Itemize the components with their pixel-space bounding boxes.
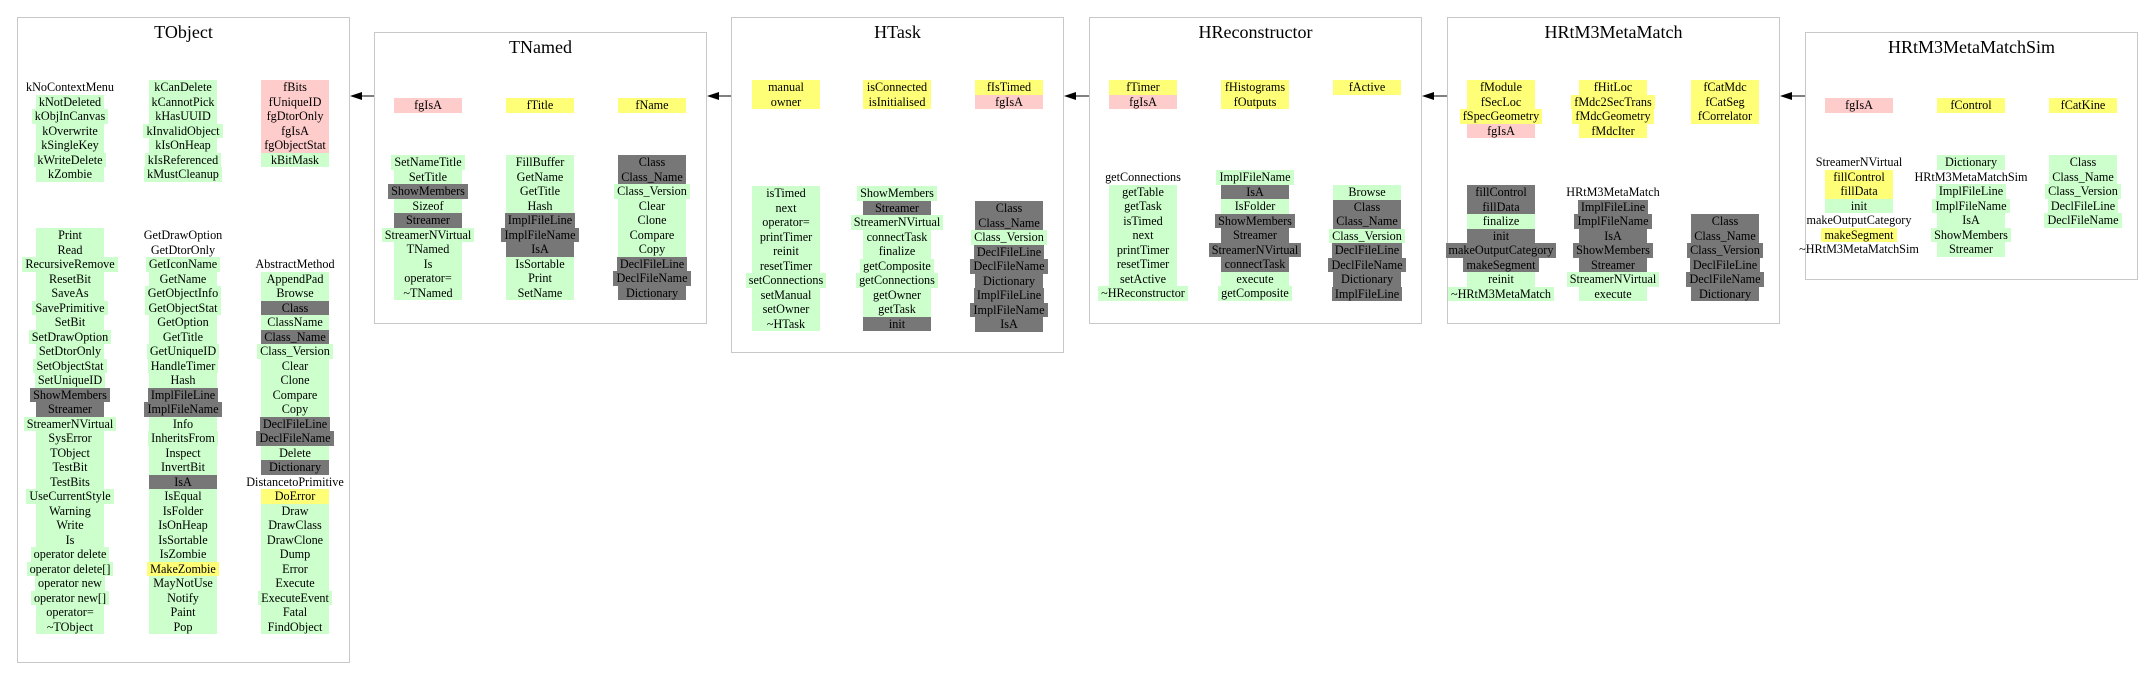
- class-member: DeclFileName: [256, 431, 333, 446]
- class-member: Pop: [149, 620, 217, 635]
- class-member: InvertBit: [149, 460, 217, 475]
- class-member: IsA: [506, 242, 574, 257]
- class-member: fgIsA: [975, 95, 1043, 110]
- class-member: Streamer: [394, 213, 462, 228]
- class-title: HReconstructor: [1198, 22, 1313, 42]
- class-member: IsSortable: [149, 533, 217, 548]
- class-member: StreamerNVirtual: [1815, 155, 1903, 169]
- class-member: getTable: [1109, 185, 1177, 200]
- class-member: Class: [618, 155, 686, 170]
- class-member: UseCurrentStyle: [26, 489, 113, 504]
- class-member: ImplFileName: [1932, 199, 2009, 214]
- class-member: HRtM3MetaMatch: [1566, 185, 1660, 199]
- class-member: ExecuteEvent: [258, 591, 332, 606]
- class-member: DeclFileName: [2044, 213, 2121, 228]
- class-member: kNoContextMenu: [25, 80, 114, 94]
- class-member: DeclFileLine: [1332, 243, 1402, 258]
- class-member: HRtM3MetaMatchSim: [1914, 169, 2028, 184]
- class-member: SetDtorOnly: [36, 344, 104, 359]
- class-member: MayNotUse: [149, 576, 217, 591]
- class-member: init: [1825, 199, 1893, 214]
- class-member: Clear: [618, 199, 686, 214]
- class-member: FindObject: [261, 620, 329, 635]
- class-member: next: [752, 201, 820, 216]
- class-member: setOwner: [752, 302, 820, 317]
- class-member: DrawClone: [261, 533, 329, 548]
- class-member: ImplFileLine: [505, 213, 575, 228]
- class-member: Write: [36, 518, 104, 533]
- class-member: operator=: [394, 271, 462, 286]
- class-member: TObject: [36, 446, 104, 461]
- class-member: Class_Name: [1333, 214, 1401, 229]
- class-member: operator delete[]: [27, 562, 114, 577]
- class-member: DeclFileName: [1328, 258, 1405, 273]
- class-member: Compare: [261, 388, 329, 403]
- class-member: setActive: [1109, 272, 1177, 287]
- class-member: fBits: [261, 80, 329, 95]
- class-member: isInitialised: [863, 95, 931, 110]
- class-member: SetName: [506, 286, 574, 301]
- class-title: HRtM3MetaMatchSim: [1888, 37, 2055, 57]
- class-member: fMdc2SecTrans: [1571, 95, 1654, 110]
- class-member: ShowMembers: [388, 184, 468, 199]
- class-member: Info: [149, 417, 217, 432]
- class-member: kMustCleanup: [144, 167, 222, 182]
- class-member: kCanDelete: [149, 80, 217, 95]
- class-member: Class_Version: [1687, 243, 1763, 258]
- class-member: StreamerNVirtual: [851, 215, 944, 230]
- class-member: printTimer: [752, 230, 820, 245]
- class-member: Copy: [618, 242, 686, 257]
- class-member: fillData: [1825, 184, 1893, 199]
- class-member: fgIsA: [1467, 124, 1535, 139]
- class-member: GetName: [506, 170, 574, 185]
- class-member: DeclFileName: [1686, 272, 1763, 287]
- class-member: GetObjectStat: [145, 301, 220, 316]
- class-member: IsZombie: [149, 547, 217, 562]
- class-member: Dictionary: [1691, 287, 1759, 302]
- class-member: kCannotPick: [149, 95, 218, 110]
- class-member: ImplFileName: [970, 303, 1047, 318]
- class-member: finalize: [1467, 214, 1535, 229]
- class-member: RecursiveRemove: [22, 257, 117, 272]
- class-member: Is: [394, 257, 462, 272]
- class-member: Clone: [618, 213, 686, 228]
- class-member: getComposite: [860, 259, 934, 274]
- class-member: DeclFileName: [970, 259, 1047, 274]
- class-member: manual: [752, 80, 820, 95]
- class-member: Class: [1691, 214, 1759, 229]
- class-member: GetTitle: [149, 330, 217, 345]
- class-member: IsFolder: [1221, 199, 1289, 214]
- class-member: setConnections: [746, 273, 826, 288]
- class-member: fHitLoc: [1579, 80, 1647, 95]
- class-member: SetUniqueID: [35, 373, 105, 388]
- class-member: GetOption: [149, 315, 217, 330]
- class-member: Class_Name: [618, 170, 686, 185]
- class-member: ShowMembers: [1931, 228, 2011, 243]
- class-member: fTimer: [1109, 80, 1177, 95]
- class-member: Execute: [261, 576, 329, 591]
- class-member: GetUniqueID: [147, 344, 219, 359]
- class-member: Is: [36, 533, 104, 548]
- class-member: fActive: [1333, 80, 1401, 95]
- class-member: Read: [36, 243, 104, 258]
- class-member: Browse: [1333, 185, 1401, 200]
- class-member: Class: [261, 301, 329, 316]
- class-member: ImplFileName: [1574, 214, 1651, 229]
- class-member: StreamerNVirtual: [24, 417, 117, 432]
- class-member: AbstractMethod: [255, 257, 335, 271]
- class-member: fName: [618, 98, 686, 113]
- class-member: reinit: [752, 244, 820, 259]
- class-member: isTimed: [1109, 214, 1177, 229]
- class-member: Class_Name: [975, 216, 1043, 231]
- class-member: fSpecGeometry: [1460, 109, 1542, 124]
- class-member: GetTitle: [506, 184, 574, 199]
- class-member: Class_Version: [1329, 229, 1405, 244]
- class-member: ~HReconstructor: [1098, 286, 1188, 301]
- class-member: Dictionary: [261, 460, 329, 475]
- class-member: fIsTimed: [975, 80, 1043, 95]
- member-column: [215, 80, 375, 167]
- class-member: DoError: [261, 489, 329, 504]
- class-member: ~TObject: [36, 620, 104, 635]
- class-member: connectTask: [1221, 257, 1289, 272]
- class-member: fgIsA: [261, 124, 329, 139]
- class-member: ClassName: [261, 315, 329, 330]
- class-member: ResetBit: [36, 272, 104, 287]
- class-member: fgIsA: [1109, 95, 1177, 110]
- class-member: Dictionary: [618, 286, 686, 301]
- class-member: getComposite: [1218, 286, 1292, 301]
- class-member: Inspect: [149, 446, 217, 461]
- class-member: fMdcIter: [1579, 124, 1647, 139]
- class-member: isTimed: [752, 186, 820, 201]
- class-member: TNamed: [394, 242, 462, 257]
- class-member: fCatMdc: [1691, 80, 1759, 95]
- class-member: ShowMembers: [30, 388, 110, 403]
- class-member: Delete: [261, 446, 329, 461]
- class-member: Hash: [506, 199, 574, 214]
- class-member: operator new: [35, 576, 105, 591]
- class-member: fUniqueID: [261, 95, 329, 110]
- class-member: SetDrawOption: [29, 330, 112, 345]
- class-title: TNamed: [509, 37, 572, 57]
- class-member: fSecLoc: [1467, 95, 1535, 110]
- class-member: Clone: [261, 373, 329, 388]
- member-column: [2003, 98, 2152, 113]
- class-member: StreamerNVirtual: [382, 228, 475, 243]
- class-member: fgIsA: [394, 98, 462, 113]
- class-member: getConnections: [1105, 170, 1181, 184]
- class-member: Dictionary: [1333, 272, 1401, 287]
- class-member: DeclFileLine: [260, 417, 330, 432]
- class-member: Class_Version: [2045, 184, 2121, 199]
- class-member: getOwner: [863, 288, 931, 303]
- class-member: Dump: [261, 547, 329, 562]
- class-member: makeOutputCategory: [1806, 213, 1912, 227]
- class-member: fillControl: [1825, 170, 1893, 185]
- class-member: IsA: [1937, 213, 2005, 228]
- class-member: Print: [36, 228, 104, 243]
- class-member: TestBit: [36, 460, 104, 475]
- class-member: init: [863, 317, 931, 332]
- class-member: GetName: [149, 272, 217, 287]
- class-member: IsSortable: [506, 257, 574, 272]
- class-member: ImplFileLine: [974, 288, 1044, 303]
- class-member: operator new[]: [31, 591, 109, 606]
- member-column: [2003, 155, 2152, 228]
- class-member: ImplFileLine: [148, 388, 218, 403]
- class-member: Streamer: [863, 201, 931, 216]
- class-member: Dictionary: [1937, 155, 2005, 170]
- class-member: ShowMembers: [857, 186, 937, 201]
- class-member: Paint: [149, 605, 217, 620]
- class-member: ImplFileName: [501, 228, 578, 243]
- class-member: next: [1109, 228, 1177, 243]
- class-member: ImplFileLine: [1936, 184, 2006, 199]
- class-member: Notify: [149, 591, 217, 606]
- class-member: kSingleKey: [36, 138, 104, 153]
- class-member: printTimer: [1109, 243, 1177, 258]
- class-member: Browse: [261, 286, 329, 301]
- class-member: isConnected: [863, 80, 931, 95]
- class-member: Class: [1333, 200, 1401, 215]
- class-title: HRtM3MetaMatch: [1544, 22, 1683, 42]
- class-member: fillControl: [1467, 185, 1535, 200]
- class-member: owner: [752, 95, 820, 110]
- class-member: Fatal: [261, 605, 329, 620]
- member-column: [215, 257, 375, 634]
- class-member: DeclFileLine: [617, 257, 687, 272]
- class-member: SetObjectStat: [33, 359, 106, 374]
- class-member: fillData: [1467, 200, 1535, 215]
- class-member: fgDtorOnly: [261, 109, 329, 124]
- class-member: IsA: [1221, 185, 1289, 200]
- class-member: kWriteDelete: [34, 153, 105, 168]
- class-member: reinit: [1467, 272, 1535, 287]
- class-member: Class_Version: [257, 344, 333, 359]
- class-member: Streamer: [1579, 258, 1647, 273]
- class-member: Hash: [149, 373, 217, 388]
- class-member: Streamer: [1937, 242, 2005, 257]
- class-member: IsOnHeap: [149, 518, 217, 533]
- class-member: Clear: [261, 359, 329, 374]
- class-member: Dictionary: [975, 274, 1043, 289]
- class-member: ImplFileLine: [1332, 287, 1402, 302]
- class-member: ImplFileName: [1216, 170, 1293, 185]
- class-member: getTask: [1109, 199, 1177, 214]
- class-member: makeSegment: [1821, 228, 1896, 243]
- class-member: execute: [1579, 287, 1647, 302]
- class-member: Copy: [261, 402, 329, 417]
- class-member: Warning: [36, 504, 104, 519]
- class-member: ~HRtM3MetaMatch: [1448, 287, 1554, 302]
- class-member: setManual: [752, 288, 820, 303]
- class-member: kBitMask: [261, 153, 329, 168]
- class-member: fCatKine: [2049, 98, 2117, 113]
- class-member: ~HTask: [752, 317, 820, 332]
- class-member: fMdcGeometry: [1572, 109, 1653, 124]
- class-member: Class_Name: [261, 330, 329, 345]
- class-member: Streamer: [1221, 228, 1289, 243]
- class-member: fgIsA: [1825, 98, 1893, 113]
- class-member: operator delete: [31, 547, 110, 562]
- class-member: GetIconName: [146, 257, 220, 272]
- class-member: MakeZombie: [147, 562, 219, 577]
- class-member: kObjInCanvas: [32, 109, 108, 124]
- class-title: TObject: [154, 22, 213, 42]
- class-member: Sizeof: [394, 199, 462, 214]
- class-member: Draw: [261, 504, 329, 519]
- class-member: Streamer: [36, 402, 104, 417]
- class-member: DeclFileLine: [1690, 258, 1760, 273]
- class-member: IsEqual: [149, 489, 217, 504]
- class-member: getConnections: [856, 273, 938, 288]
- class-member: GetDrawOption: [143, 228, 223, 242]
- class-member: Error: [261, 562, 329, 577]
- class-member: kInvalidObject: [143, 124, 222, 139]
- class-member: DeclFileLine: [974, 245, 1044, 260]
- class-member: InheritsFrom: [148, 431, 218, 446]
- class-member: Compare: [618, 228, 686, 243]
- class-member: getTask: [863, 302, 931, 317]
- class-member: AppendPad: [261, 272, 329, 287]
- class-member: resetTimer: [1109, 257, 1177, 272]
- class-member: GetDtorOnly: [150, 242, 216, 257]
- class-member: resetTimer: [752, 259, 820, 274]
- class-member: SysError: [36, 431, 104, 446]
- class-member: finalize: [863, 244, 931, 259]
- class-member: ImplFileName: [144, 402, 221, 417]
- class-member: kIsReferenced: [145, 153, 221, 168]
- class-member: fControl: [1937, 98, 2005, 113]
- class-member: Class: [975, 201, 1043, 216]
- class-member: kOverwrite: [36, 124, 104, 139]
- class-member: kIsOnHeap: [149, 138, 217, 153]
- class-member: Class: [2049, 155, 2117, 170]
- class-member: TestBits: [36, 475, 104, 490]
- class-member: StreamerNVirtual: [1209, 243, 1302, 258]
- class-member: fCorrelator: [1691, 109, 1759, 124]
- class-member: fgObjectStat: [261, 138, 329, 153]
- class-member: fHistograms: [1221, 80, 1289, 95]
- class-member: IsA: [149, 475, 217, 490]
- class-member: fTitle: [506, 98, 574, 113]
- class-member: kHasUUID: [149, 109, 217, 124]
- class-member: kNotDeleted: [36, 95, 104, 110]
- class-member: IsA: [1579, 229, 1647, 244]
- class-member: Print: [506, 271, 574, 286]
- class-member: operator=: [752, 215, 820, 230]
- class-member: ~TNamed: [394, 286, 462, 301]
- class-member: ShowMembers: [1573, 243, 1653, 258]
- class-member: ImplFileLine: [1578, 200, 1648, 215]
- class-member: DrawClass: [261, 518, 329, 533]
- class-member: operator=: [36, 605, 104, 620]
- class-member: DeclFileName: [613, 271, 690, 286]
- class-member: ~HRtM3MetaMatchSim: [1799, 242, 1919, 256]
- class-member: fModule: [1467, 80, 1535, 95]
- class-member: HandleTimer: [148, 359, 219, 374]
- class-member: SaveAs: [36, 286, 104, 301]
- class-member: ShowMembers: [1215, 214, 1295, 229]
- class-member: SavePrimitive: [32, 301, 107, 316]
- class-member: kZombie: [36, 167, 104, 182]
- class-member: IsFolder: [149, 504, 217, 519]
- class-member: connectTask: [863, 230, 931, 245]
- class-member: FillBuffer: [506, 155, 574, 170]
- class-member: Class_Version: [614, 184, 690, 199]
- class-member: makeOutputCategory: [1446, 243, 1557, 258]
- class-member: SetNameTitle: [391, 155, 464, 170]
- class-member: makeSegment: [1463, 258, 1538, 273]
- class-member: GetObjectInfo: [145, 286, 221, 301]
- class-member: IsA: [975, 317, 1043, 332]
- class-member: SetTitle: [394, 170, 462, 185]
- class-member: Class_Name: [1691, 229, 1759, 244]
- class-member: fOutputs: [1221, 95, 1289, 110]
- class-member: init: [1467, 229, 1535, 244]
- class-member: DeclFileLine: [2048, 199, 2118, 214]
- class-member: execute: [1221, 272, 1289, 287]
- class-member: DistancetoPrimitive: [246, 474, 344, 489]
- class-title: HTask: [874, 22, 921, 42]
- class-member: Class_Name: [2049, 170, 2117, 185]
- class-member: fCatSeg: [1691, 95, 1759, 110]
- class-member: Class_Version: [971, 230, 1047, 245]
- class-member: StreamerNVirtual: [1567, 272, 1660, 287]
- class-member: SetBit: [36, 315, 104, 330]
